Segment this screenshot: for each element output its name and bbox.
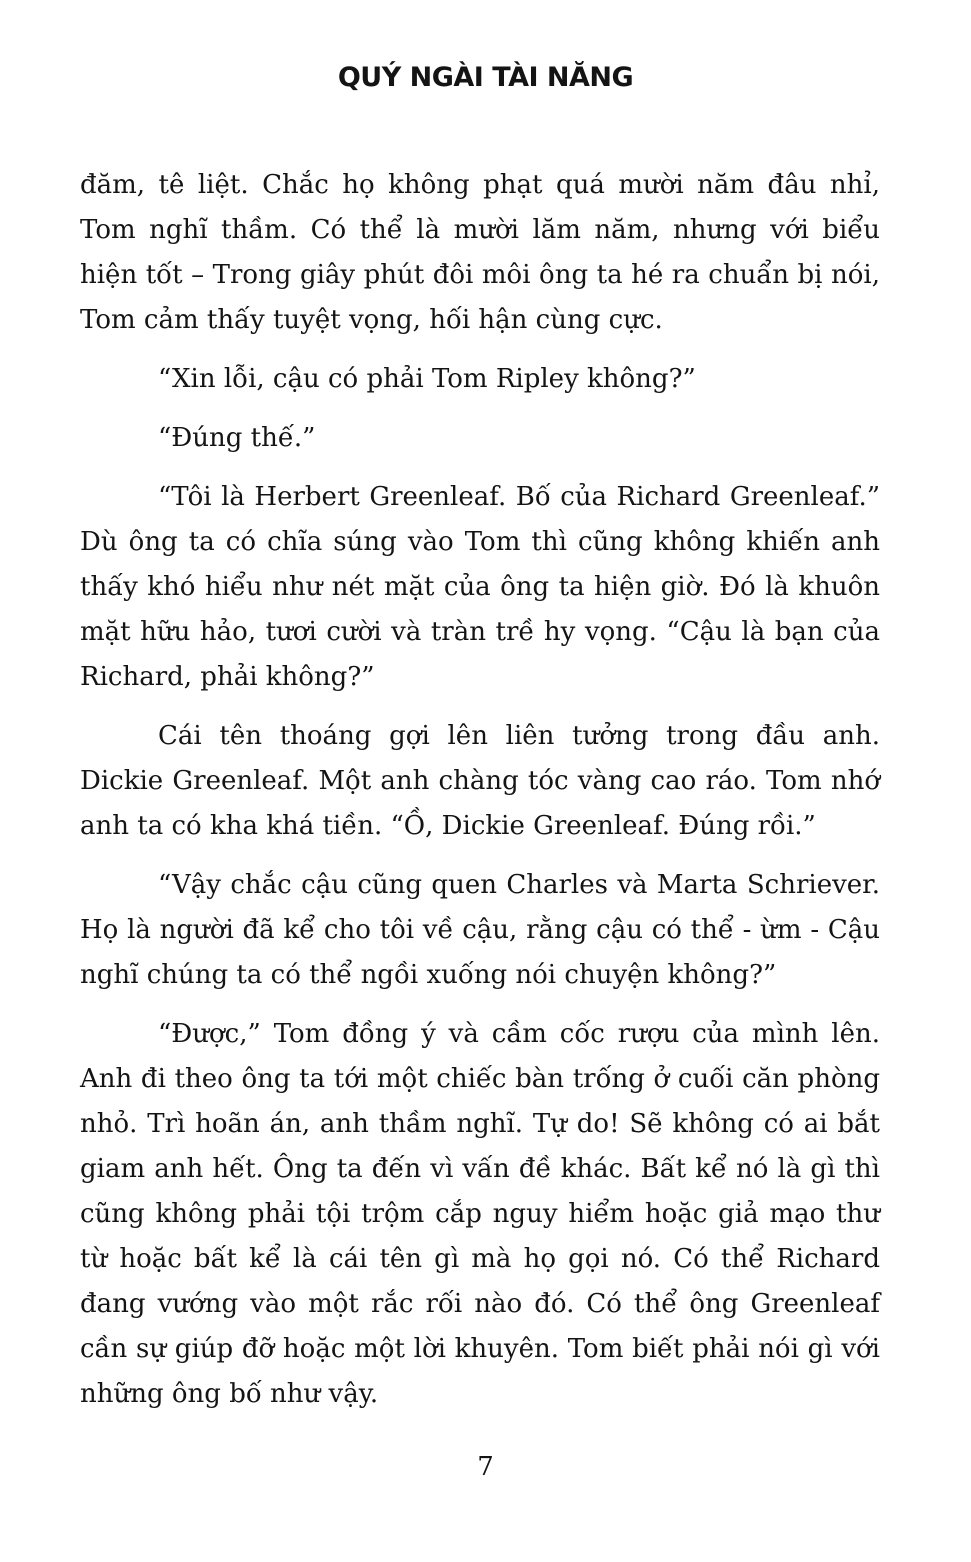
paragraph-3: “Đúng thế.” — [158, 423, 316, 453]
page-title: QUÝ NGÀI TÀI NĂNG — [337, 62, 634, 93]
paragraph-6: “Vậy chắc cậu cũng quen Charles và Marta Schriever. Họ là người đã kể cho tôi về cậu, rằng cậu có thể - ừm - Cậu nghĩ chúng ta có thể ngồi xuống nói chuyện không?” — [80, 870, 880, 990]
body-text — [80, 163, 880, 1431]
paragraph-5: Cái tên thoáng gợi lên liên tưởng trong đầu anh. Dickie Greenleaf. Một anh chàng tóc vàng cao ráo. Tom nhớ anh ta có kha khá tiền. “Ồ, Dickie Greenleaf. Đúng rồi.” — [80, 721, 880, 841]
paragraph-1: đăm, tê liệt. Chắc họ không phạt quá mười năm đâu nhỉ, Tom nghĩ thầm. Có thể là mười lăm năm, nhưng với biểu hiện tốt – Trong giây phút đôi môi ông ta hé ra chuẩn bị nói, Tom cảm thấy tuyệt vọng, hối hận cùng cực. — [80, 170, 880, 335]
paragraph-7: “Được,” Tom đồng ý và cầm cốc rượu của mình lên. Anh đi theo ông ta tới một chiếc bàn trống ở cuối căn phòng nhỏ. Trì hoãn án, anh thầm nghĩ. Tự do! Sẽ không có ai bắt giam anh hết. Ông ta đến vì vấn đề khác. Bất kể nó là gì thì cũng không phải tội trộm cắp nguy hiểm hoặc giả mạo thư từ hoặc bất kể là cái tên gì mà họ gọi nó. Có thể Richard đang vướng vào một rắc rối nào đó. Có thể ông Greenleaf cần sự giúp đỡ hoặc một lời khuyên. Tom biết phải nói gì với những ông bố như vậy. — [80, 1019, 880, 1409]
paragraph-4: “Tôi là Herbert Greenleaf. Bố của Richard Greenleaf.” Dù ông ta có chĩa súng vào Tom thì cũng không khiến anh thấy khó hiểu như nét mặt của ông ta hiện giờ. Đó là khuôn mặt hữu hảo, tươi cười và tràn trề hy vọng. “Cậu là bạn của Richard, phải không?” — [80, 482, 880, 692]
page-number: 7 — [477, 1452, 494, 1482]
paragraph-2: “Xin lỗi, cậu có phải Tom Ripley không?” — [158, 364, 696, 394]
